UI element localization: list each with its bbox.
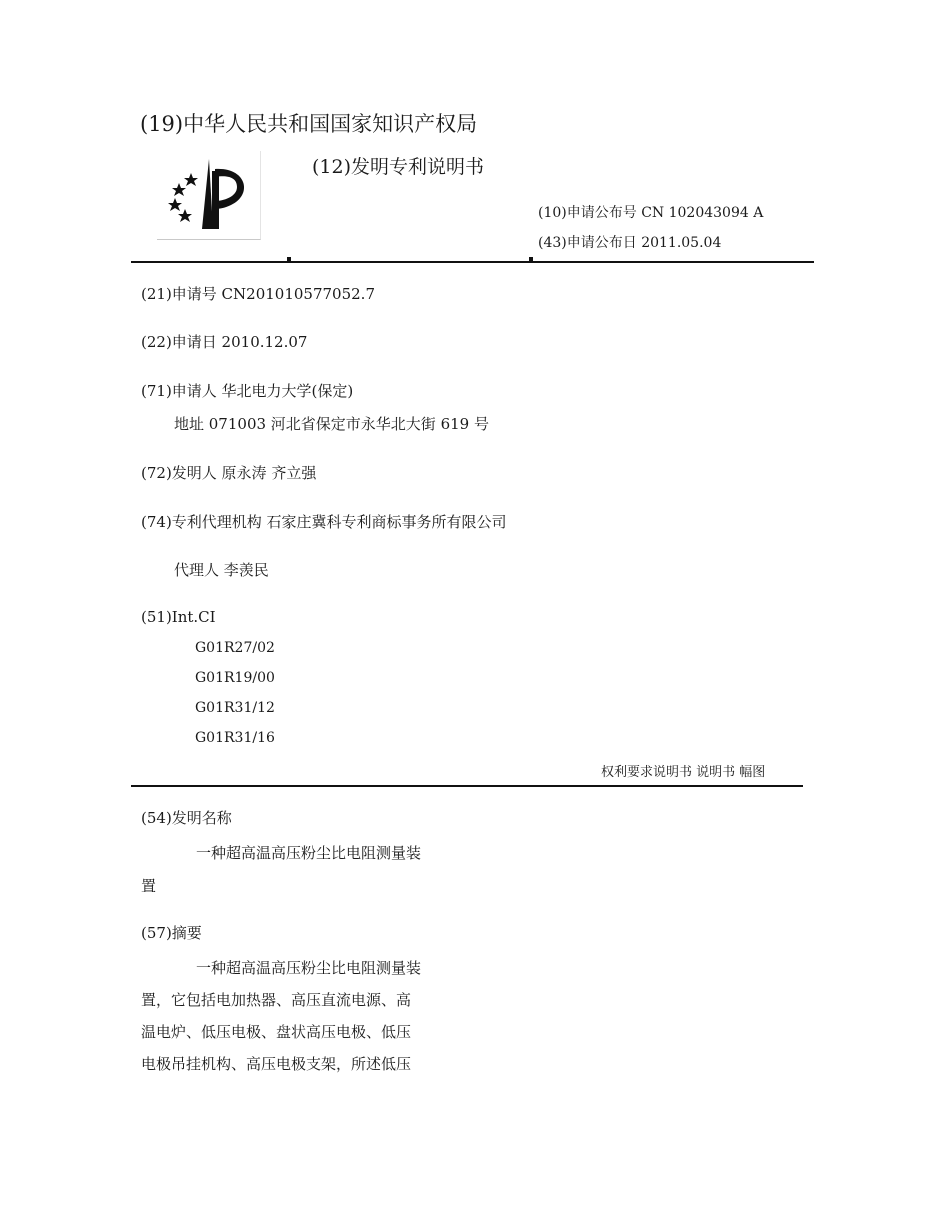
applicant: (71)申请人 华北电力大学(保定) bbox=[141, 382, 354, 400]
int-cl-code: G01R31/16 bbox=[195, 730, 275, 746]
invention-title-line: 一种超高温高压粉尘比电阻测量装 bbox=[196, 844, 422, 862]
section-divider bbox=[131, 785, 803, 787]
patent-agent: 代理人 李羡民 bbox=[174, 561, 269, 579]
int-cl-code: G01R31/12 bbox=[195, 700, 275, 716]
abstract-line: 电极吊挂机构、高压电极支架，所述低压 bbox=[141, 1055, 412, 1073]
publication-date: (43)申请公布日 2011.05.04 bbox=[538, 235, 722, 251]
issuing-office: (19)中华人民共和国国家知识产权局 bbox=[140, 112, 478, 136]
publication-number: (10)申请公布号 CN 102043094 A bbox=[538, 205, 764, 221]
sections-index: 权利要求说明书 说明书 幅图 bbox=[601, 765, 766, 780]
abstract-line: 温电炉、低压电极、盘状高压电极、低压 bbox=[141, 1023, 412, 1041]
patent-office-logo bbox=[157, 151, 261, 240]
divider-tick bbox=[287, 257, 291, 261]
int-cl-code: G01R19/00 bbox=[195, 670, 275, 686]
int-cl-label: (51)Int.CI bbox=[141, 608, 216, 626]
invention-title-line: 置 bbox=[141, 877, 157, 895]
int-cl-code: G01R27/02 bbox=[195, 640, 275, 656]
divider-tick bbox=[529, 257, 533, 261]
invention-title-label: (54)发明名称 bbox=[141, 809, 232, 827]
abstract-line: 置，它包括电加热器、高压直流电源、高 bbox=[141, 991, 412, 1009]
filing-date: (22)申请日 2010.12.07 bbox=[141, 333, 308, 351]
patent-agency: (74)专利代理机构 石家庄冀科专利商标事务所有限公司 bbox=[141, 513, 507, 531]
abstract-line: 一种超高温高压粉尘比电阻测量装 bbox=[196, 959, 422, 977]
cnipa-emblem-icon bbox=[157, 151, 260, 239]
applicant-address: 地址 071003 河北省保定市永华北大街 619 号 bbox=[174, 415, 489, 433]
header-divider bbox=[131, 261, 814, 263]
inventors: (72)发明人 原永涛 齐立强 bbox=[141, 464, 317, 482]
application-number: (21)申请号 CN201010577052.7 bbox=[141, 285, 375, 303]
abstract-label: (57)摘要 bbox=[141, 924, 202, 942]
document-type: (12)发明专利说明书 bbox=[312, 156, 485, 178]
